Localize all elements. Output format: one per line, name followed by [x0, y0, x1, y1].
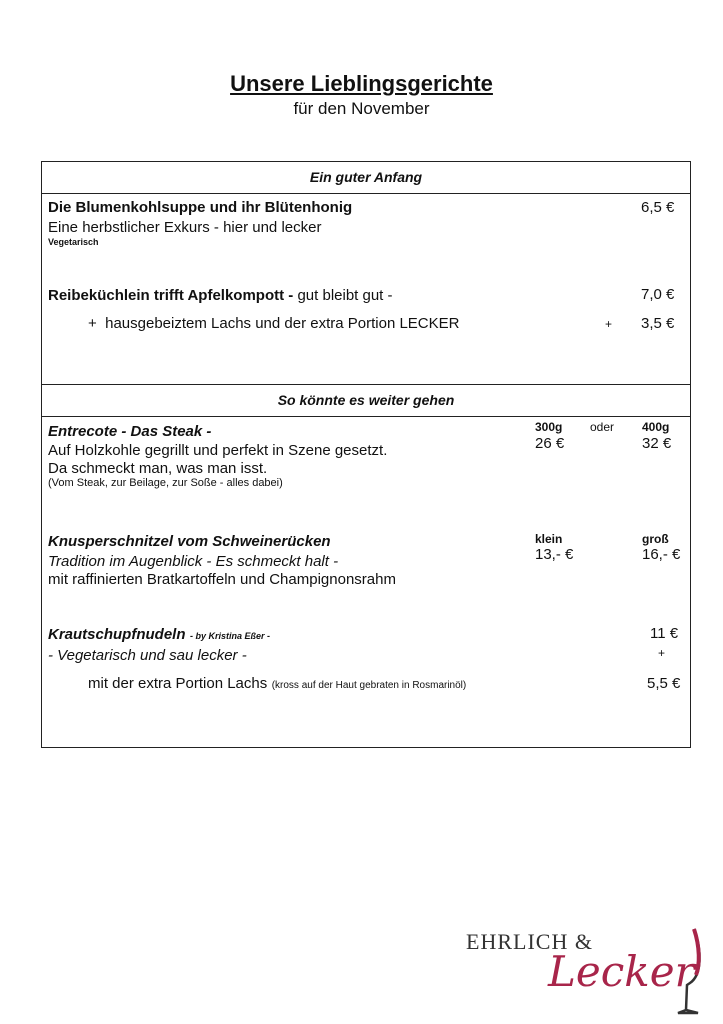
addon-text: mit der extra Portion Lachs	[88, 675, 268, 692]
dish-description: Tradition im Augenblick - Es schmeckt halt -	[48, 553, 339, 570]
dish-name: Die Blumenkohlsuppe und ihr Blütenhonig	[48, 199, 353, 216]
plus-sign: +	[658, 646, 666, 660]
page-subtitle: für den November	[293, 99, 430, 118]
section-header-mains: So könnte es weiter gehen	[42, 384, 690, 417]
dish-price: 26 €	[535, 435, 565, 452]
page-title: Unsere Lieblingsgerichte	[230, 71, 493, 96]
dish-price: 13,- €	[535, 546, 574, 563]
addon-price: 3,5 €	[641, 315, 675, 332]
dish-description: Da schmeckt man, was man isst.	[48, 460, 268, 477]
or-label: oder	[590, 420, 615, 434]
dish-name-line	[48, 626, 270, 644]
addon-price: 5,5 €	[647, 675, 681, 692]
plus-sign: +	[605, 317, 613, 331]
dish-description: mit raffinierten Bratkartoffeln und Champignonsrahm	[48, 571, 396, 588]
dish-name: Entrecote - Das Steak -	[48, 423, 212, 440]
menu-box	[41, 161, 691, 748]
dish-description: - Vegetarisch und sau lecker -	[48, 647, 247, 664]
dish-price: 7,0 €	[641, 286, 675, 303]
size-label: 300g	[535, 420, 563, 434]
wine-glass-icon	[672, 925, 706, 1020]
restaurant-logo	[466, 925, 716, 1020]
addon-line	[88, 675, 466, 693]
addon-note: (kross auf der Haut gebraten in Rosmarinöl)	[271, 680, 467, 691]
dish-name: Krautschupfnudeln	[48, 626, 186, 643]
addon-text: hausgebeiztem Lachs und der extra Portion LECKER	[105, 315, 460, 332]
dish-description: Auf Holzkohle gegrillt und perfekt in Szene gesetzt.	[48, 442, 388, 459]
logo-text: EHRLICH &	[466, 929, 593, 954]
size-label: 400g	[642, 420, 670, 434]
dish-price: 11 €	[650, 625, 679, 642]
dish-price: 32 €	[642, 435, 672, 452]
addon-line	[88, 315, 459, 332]
dish-name: Reibeküchlein trifft Apfelkompott -	[48, 287, 294, 304]
plus-sign: +	[88, 315, 97, 332]
size-label: klein	[535, 532, 563, 546]
dish-note: (Vom Steak, zur Beilage, zur Soße - alles dabei)	[48, 477, 283, 489]
dish-note: Vegetarisch	[48, 237, 99, 247]
dish-name-line	[48, 287, 393, 304]
logo-script: Lecker	[548, 947, 695, 996]
size-label: groß	[642, 532, 669, 546]
dish-author: - by Kristina Eßer -	[189, 631, 270, 641]
dish-description: Eine herbstlicher Exkurs - hier und lecker	[48, 219, 322, 236]
dish-name-suffix: gut bleibt gut -	[297, 287, 393, 304]
section-header-starters: Ein guter Anfang	[42, 162, 690, 194]
dish-price: 16,- €	[642, 546, 681, 563]
dish-name: Knusperschnitzel vom Schweinerücken	[48, 533, 331, 550]
dish-price: 6,5 €	[641, 199, 675, 216]
